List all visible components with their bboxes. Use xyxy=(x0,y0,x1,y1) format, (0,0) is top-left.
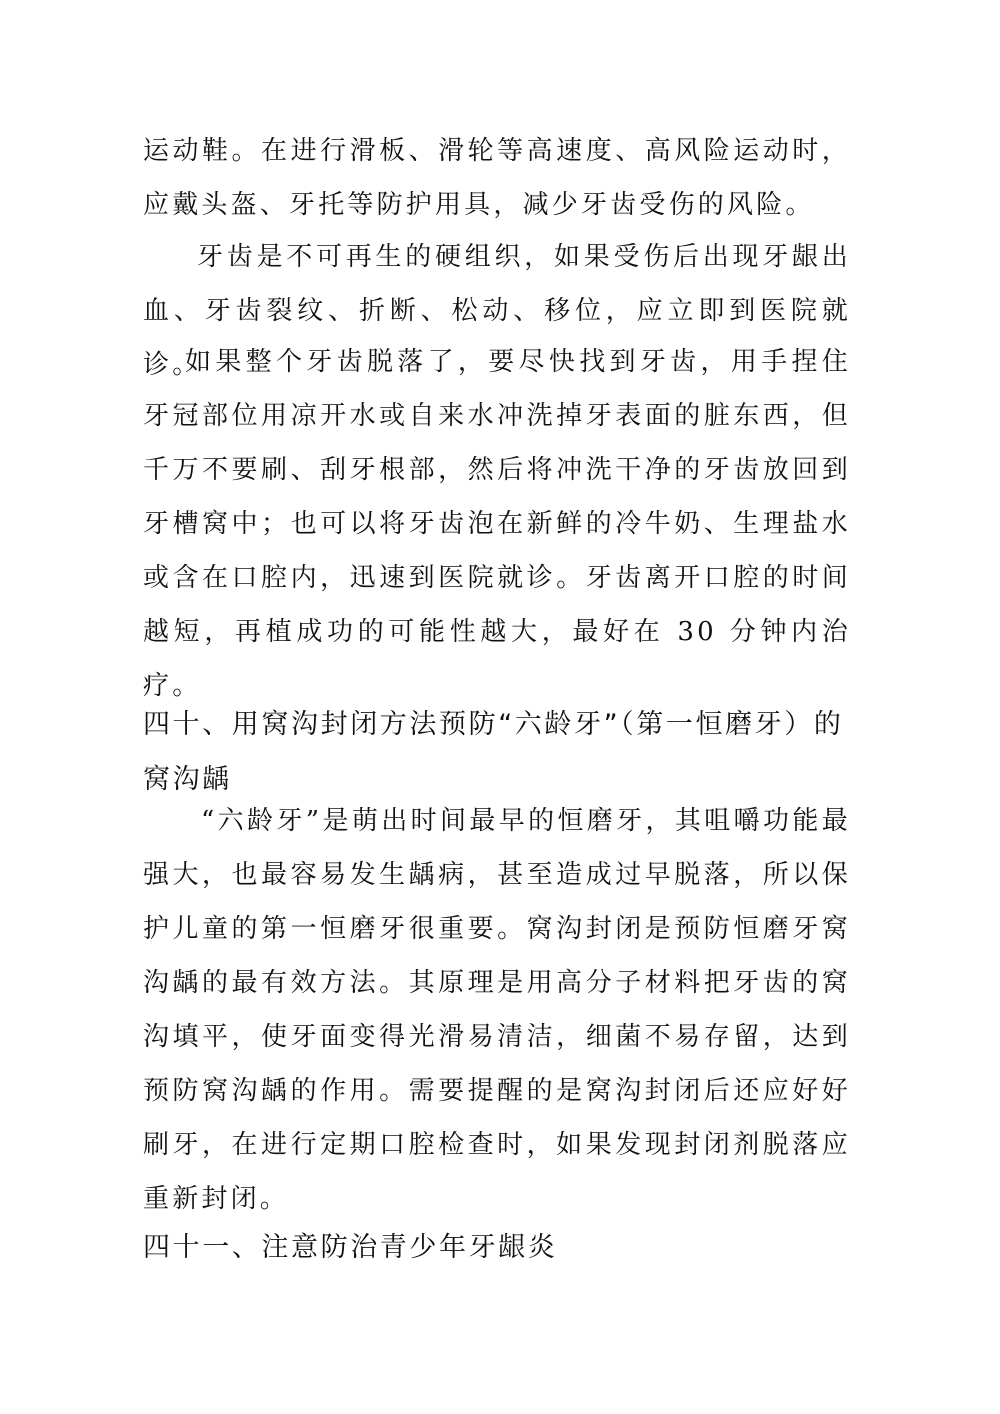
section-heading-40: 四十、用窝沟封闭方法预防“六龄牙”（第一恒磨牙）的窝沟龋 xyxy=(143,709,844,795)
section-heading-41: 四十一、注意防治青少年牙龈炎 xyxy=(143,1232,558,1263)
paragraph-knocked-out-tooth: 如果整个牙齿脱落了，要尽快找到牙齿，用手捏住牙冠部位用凉开水或自来水冲洗掉牙表面的脏东西，但千万不要刷、刮牙根部，然后将冲洗干净的牙齿放回到牙槽窝中；也可以将牙齿泡在新鲜的冷牛奶、生理盐水或含在口腔内，迅速到医院就诊。牙齿离开口腔的时间越短，再植成功的可能性越大，最好在 30 分钟内治疗。 xyxy=(143,347,851,701)
paragraph-pit-fissure-sealing: “六龄牙”是萌出时间最早的恒磨牙，其咀嚼功能最强大，也最容易发生龋病，甚至造成过早脱落，所以保护儿童的第一恒磨牙很重要。窝沟封闭是预防恒磨牙窝沟龋的最有效方法。其原理是用高分子材料把牙齿的窝沟填平，使牙面变得光滑易清洁，细菌不易存留，达到预防窝沟龋的作用。需要提醒的是窝沟封闭后还应好好刷牙，在进行定期口腔检查时，如果发现封闭剂脱落应重新封闭。 xyxy=(143,806,851,1214)
paragraph-injured-teeth: 牙齿是不可再生的硬组织，如果受伤后出现牙龈出血、牙齿裂纹、折断、松动、移位，应立即到医院就诊。 xyxy=(143,242,851,380)
paragraph-sports-protection: 运动鞋。在进行滑板、滑轮等高速度、高风险运动时，应戴头盔、牙托等防护用具，减少牙齿受伤的风险。 xyxy=(143,136,851,220)
